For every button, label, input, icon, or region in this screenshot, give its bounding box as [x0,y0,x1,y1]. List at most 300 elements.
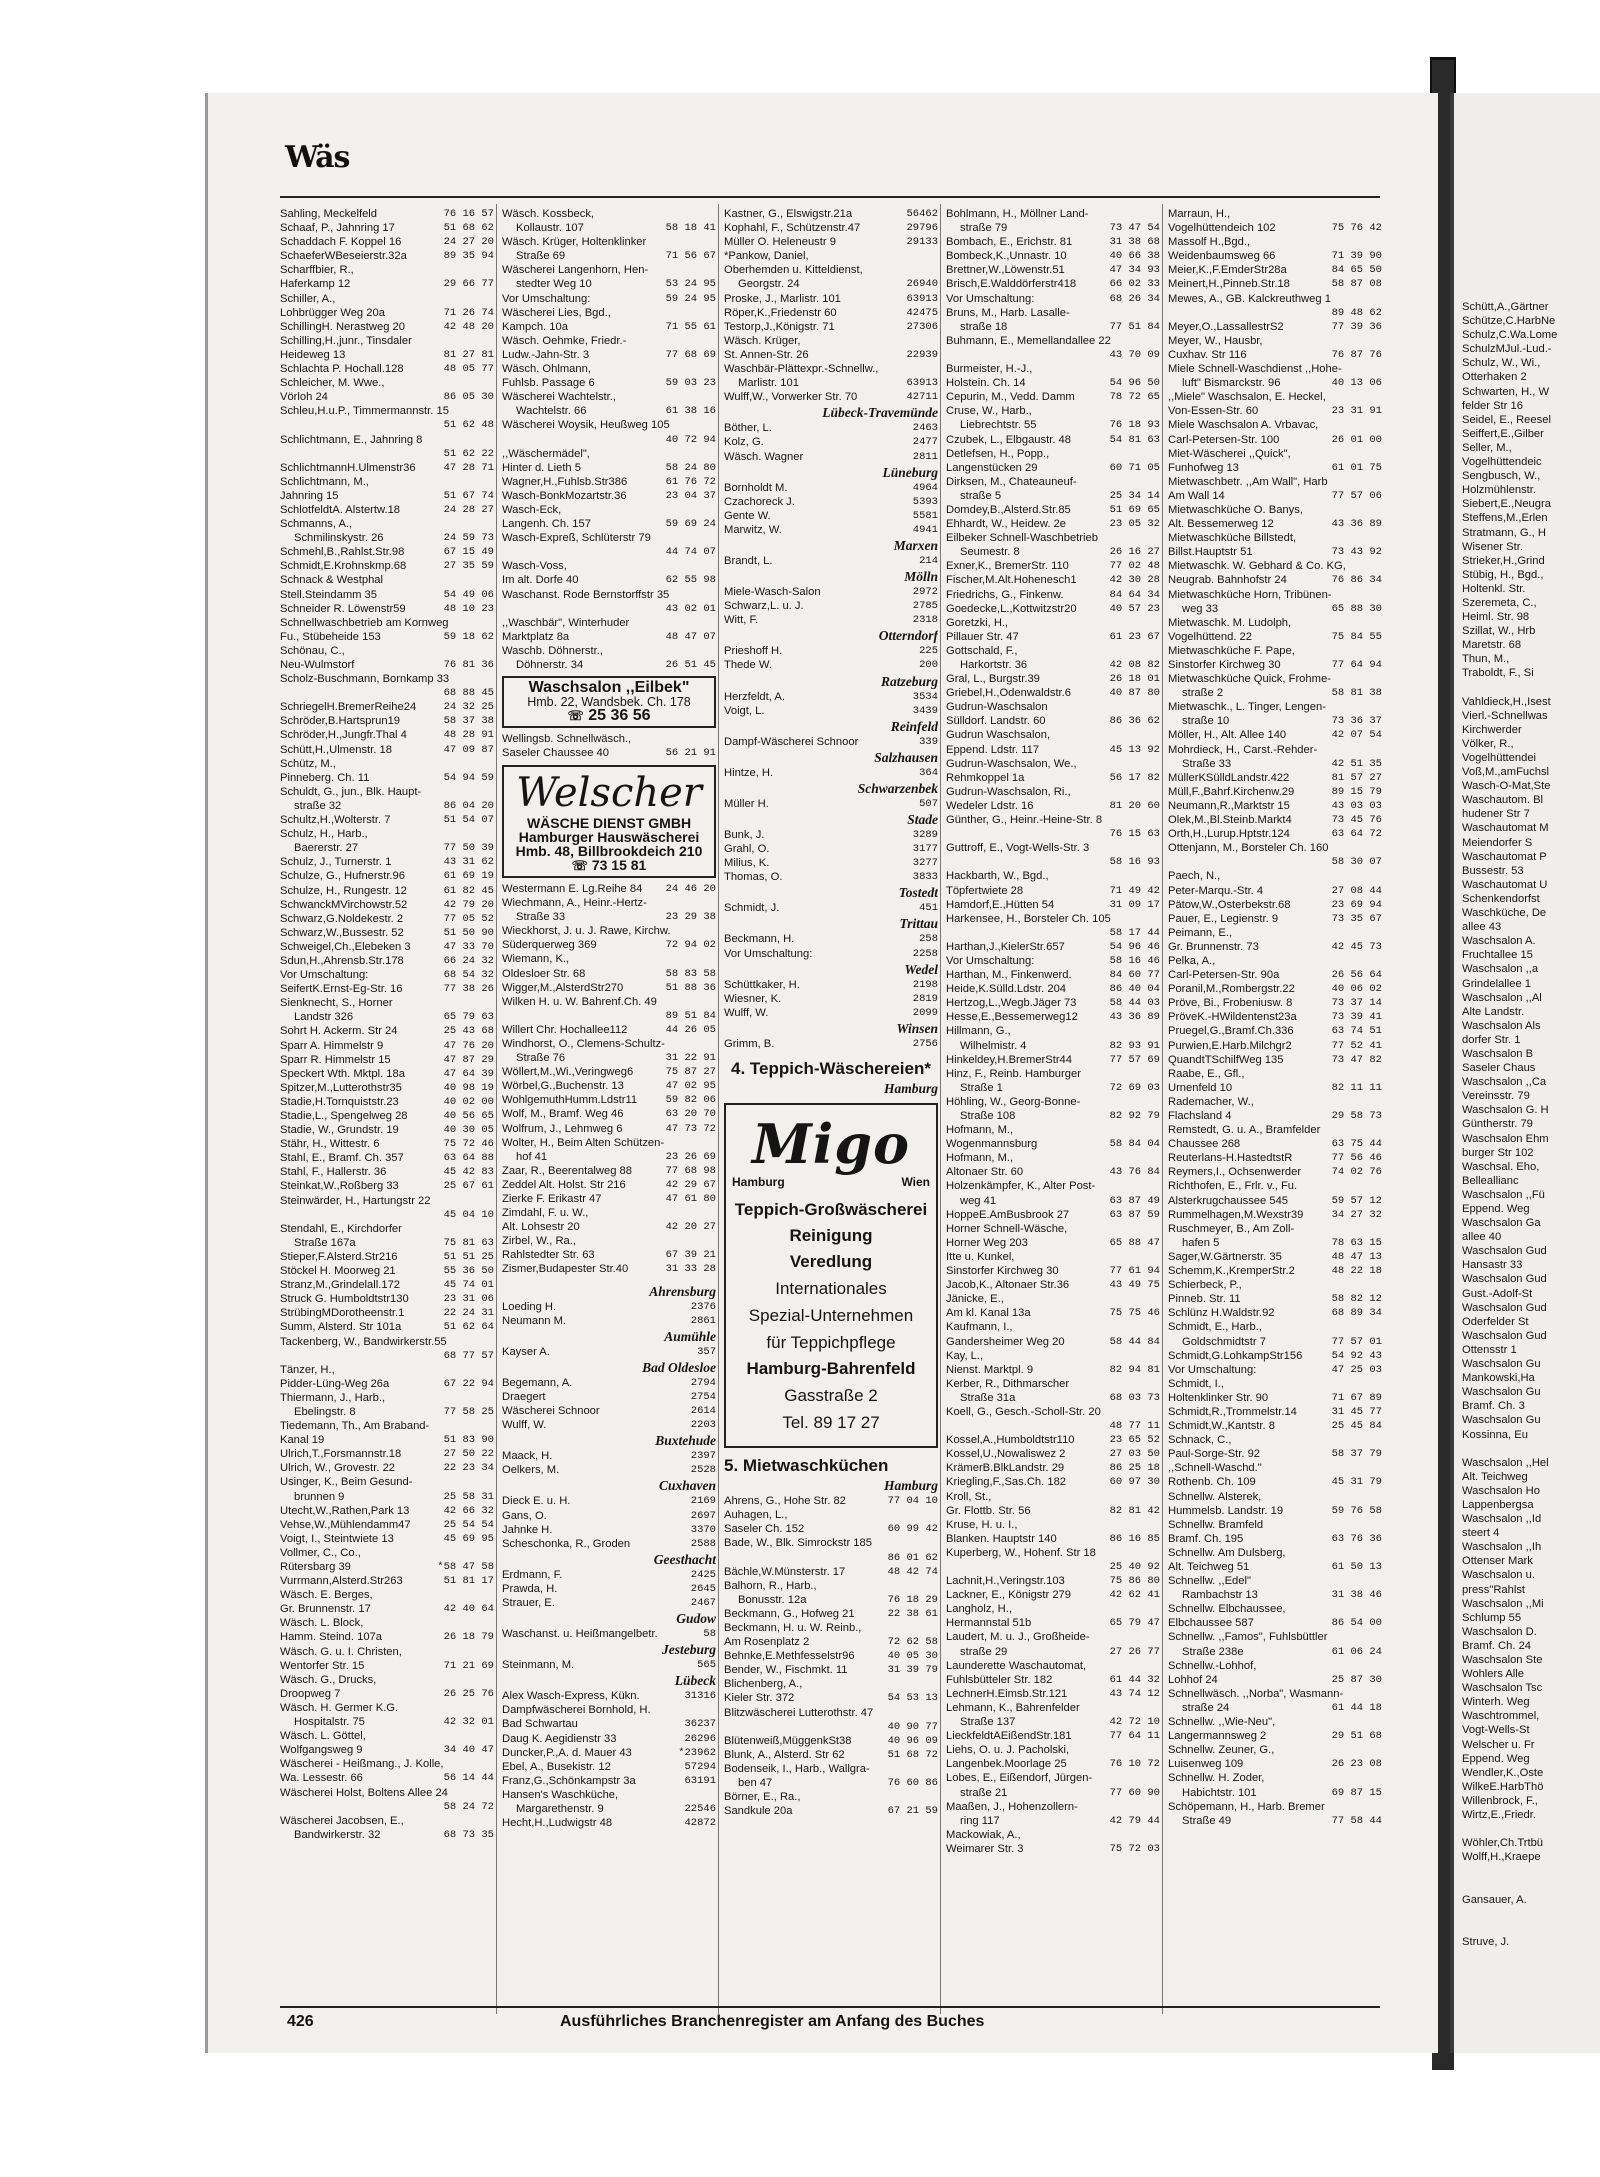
listing-name: Sparr A. Himmelstr 9 [280,1039,384,1052]
listing-entry [946,1475,1160,1489]
listing-entry [280,1335,494,1349]
listing-name: Meier,K.,F.EmderStr28a [1168,264,1287,277]
facing-page-entry: Waschsalon D. [1462,1625,1537,1638]
listing-name: Rummelhagen,M.Wexstr39 [1168,1208,1304,1221]
listing-phone [1379,743,1382,757]
listing-phone [1379,1630,1382,1644]
listing-name: Mietwaschk. M. Ludolph, [1168,616,1292,629]
listing-entry [502,573,716,587]
facing-page-entry: Siebert,E.,Neugra [1462,498,1551,511]
listing-phone [1379,1771,1382,1785]
listing-phone: 2463 [912,422,938,435]
listing-name: Dampf-Wäscherei Schnoor [724,735,859,748]
listing-name: Ehhardt, W., Heidew. 2e [946,518,1067,531]
listing-name: Meyer, W., Hausbr, [1168,334,1263,347]
listing-entry [280,912,494,926]
listing-entry [1168,1786,1382,1800]
listing-entry [280,559,494,573]
facing-page-entry: Mankowski,Ha [1462,1372,1535,1385]
listing-phone: 59 57 12 [1331,1194,1382,1207]
listing-name: Schwarz,L. u. J. [724,600,804,613]
listing-entry [280,306,494,320]
listing-name: Jahnke H. [502,1523,553,1536]
listing-phone: 2861 [690,1314,716,1327]
section-city: Wedel [904,961,938,977]
listing-name: Schnack & Westphal [280,574,384,587]
listing-phone [713,207,716,221]
listing-entry [724,932,938,946]
facing-page-entry: Otterhaken 2 [1462,371,1527,384]
listing-name: Mietwaschk. W. Gebhard & Co. KG, [1168,560,1346,573]
listing-phone: 2318 [912,614,938,627]
listing-entry [502,1314,716,1328]
listing-name: Thiermann, J., Harb., [280,1391,386,1404]
listing-entry [1168,1673,1382,1687]
listing-name: Bächle,W.Münsterstr. 17 [724,1565,846,1578]
listing-phone: 22 24 31 [443,1307,494,1320]
listing-name: Straße 33 [516,911,566,924]
listing-phone: 24 32 25 [443,701,494,714]
listing-entry [280,1123,494,1137]
listing-entry [502,1065,716,1079]
listing-phone [1157,1151,1160,1165]
listing-entry [280,644,494,658]
listing-phone: 57294 [684,1760,716,1773]
listing-entry [1168,728,1382,742]
listing-name: Laudert, M. u. J., Großheide- [946,1631,1090,1644]
listing-entry [280,531,494,545]
listing-entry [1168,827,1382,841]
listing-phone: 48 42 74 [887,1565,938,1578]
listing-name: Tiedemann, Th., Am Braband- [280,1420,430,1433]
listing-entry [280,489,494,503]
listing-phone: 63 76 36 [1331,1532,1382,1545]
listing-entry [280,630,494,644]
listing-name: Nienst. Marktpl. 9 [946,1363,1034,1376]
listing-name: Schöpemann, H., Harb. Bremer [1168,1800,1325,1813]
listing-entry [1168,912,1382,926]
listing-name: Kolz, G. [724,436,764,449]
listing-name: Straße 167a [294,1236,356,1249]
listing-name [502,1009,663,1023]
listing-entry [280,1757,494,1771]
listing-entry [502,263,716,277]
listing-name: Steinmann, M. [502,1659,575,1672]
listing-entry [1168,1349,1382,1363]
listing-phone: 25 40 92 [1109,1561,1160,1573]
listing-entry [946,1800,1160,1814]
listing-phone: 77 50 39 [443,842,494,855]
listing-name: Scholz-Buschmann, Bornkamp 33 [280,673,450,686]
listing-name: Schütz, M., [280,757,336,770]
listing-phone [713,924,716,938]
listing-name: Scharffbier, R., [280,264,354,277]
listing-name: Thede W. [724,659,772,672]
facing-page-entry: Waschsalon Gud [1462,1273,1547,1286]
listing-phone: 58 24 72 [443,1800,494,1813]
listing-name: Ebel, A., Busekistr. 12 [502,1760,611,1773]
listing-name: Saseler Ch. 152 [724,1523,805,1536]
listing-name: Kossel,A.,Humboldtstr110 [946,1434,1075,1447]
listing-name: Schierbeck, P., [1168,1279,1242,1292]
listing-entry [502,1582,716,1596]
listing-entry [1168,1814,1382,1828]
listing-phone: 67 21 59 [887,1805,938,1818]
listing-entry [1168,1292,1382,1306]
listing-entry [280,1222,494,1236]
listing-entry [724,235,938,249]
listing-name [946,855,1107,869]
listing-entry [1168,1137,1382,1151]
facing-page-entry: Alt. Teichweg [1462,1470,1528,1483]
listing-phone [1157,404,1160,418]
listing-entry [502,1760,716,1774]
listing-name: Wäsch. G., Drucks, [280,1673,377,1686]
listing-entry [280,1828,494,1842]
listing-name: Zeddel Alt. Holst. Str 216 [502,1178,626,1191]
facing-page-entry: Waschsalon ,,Fü [1462,1188,1545,1201]
listing-name: Droopweg 7 [280,1687,341,1700]
listing-phone: 73 45 76 [1331,814,1382,827]
facing-page-entry: Sengbusch, W., [1462,470,1541,483]
listing-phone: 339 [919,735,938,748]
listing-phone: 5393 [912,495,938,508]
listing-name: Carl-Petersen-Str. 90a [1168,969,1280,982]
listing-phone: 43 49 75 [1109,1279,1160,1292]
listing-phone [491,292,494,306]
listing-name: Exner,K., BremerStr. 110 [946,560,1069,573]
listing-entry [946,700,1160,714]
listing-phone: 40 13 06 [1331,377,1382,390]
listing-phone: 42 48 20 [443,320,494,333]
listing-phone [1379,1602,1382,1616]
listing-name: Bonusstr. 12a [738,1593,807,1606]
listing-name: Bruns, M., Harb. Lasalle- [946,306,1070,319]
listing-entry [502,1107,716,1121]
listing-name: Brandt, L. [724,554,773,567]
listing-entry [280,672,494,686]
facing-page-entry: Stratmann, G., H [1462,526,1546,539]
listing-name: Straße 69 [516,250,566,263]
listing-name: Begemann, A. [502,1376,573,1389]
listing-name: Schulz, J., Turnerstr. 1 [280,856,392,869]
listing-phone: 507 [919,797,938,810]
listing-entry [946,1687,1160,1701]
listing-entry [280,1264,494,1278]
listing-phone [1379,1179,1382,1193]
listing-entry [502,1689,716,1703]
section-city: Hamburg [883,1478,938,1494]
listing-name: Wäsch. H. Germer K.G. [280,1701,399,1714]
listing-name: Voigt, I., Steintwiete 13 [280,1532,394,1545]
facing-page-entry: WilkeE.HarbThö [1462,1780,1544,1793]
listing-phone: 89 48 62 [1331,306,1382,319]
listing-name: Westermann E. Lg.Reihe 84 [502,882,643,895]
listing-phone: 71 49 42 [1109,884,1160,897]
listing-entry [724,1706,938,1720]
listing-phone [1157,1123,1160,1137]
welscher-ad [502,765,716,878]
listing-name: Massolf H.,Bgd., [1168,236,1251,249]
listing-phone: 45 31 79 [1331,1476,1382,1489]
listing-name: Schnellw. Bramfeld [1168,1518,1264,1531]
listing-phone: 23 65 52 [1109,1434,1160,1447]
listing-name: Schmidt,R.,Trommelstr.14 [1168,1405,1297,1418]
listing-name: hafen 5 [1182,1236,1220,1249]
listing-entry [502,952,716,966]
listing-entry [946,799,1160,813]
listing-entry [1168,489,1382,503]
listing-entry [1168,475,1382,489]
listing-phone: 59 18 62 [443,630,494,643]
listing-phone: 61 01 75 [1331,461,1382,474]
listing-phone: 27 08 44 [1331,884,1382,897]
listing-name: Beckmann, H. u. W. Reinb., [724,1621,862,1634]
listing-entry [1168,1546,1382,1560]
listing-phone: 76 60 86 [887,1777,938,1789]
listing-name: Fuhlsb. Passage 6 [502,377,595,390]
listing-entry [946,1165,1160,1179]
listing-entry [724,1663,938,1677]
listing-name: Willert Chr. Hochallee112 [502,1023,628,1036]
footer-rule [280,2006,1380,2008]
listing-name [724,1720,885,1734]
listing-name: Wäsch. G. u. I. Christen, [280,1645,402,1658]
listing-entry [502,981,716,995]
listing-entry [502,1732,716,1746]
listing-entry [1168,602,1382,616]
listing-entry [724,221,938,235]
facing-page-entry [1462,1864,1600,1878]
listing-phone [1379,418,1382,432]
listing-name: Dirksen, M., Chateauneuf- [946,475,1077,488]
facing-page-entry: Waschsalon ,,Hel [1462,1456,1549,1469]
listing-phone [1157,912,1160,926]
listing-entry [1168,1208,1382,1222]
listing-name: straße 2 [1182,687,1224,700]
listing-entry [502,1122,716,1136]
listing-entry [1168,1574,1382,1588]
listing-phone: 43 31 62 [443,856,494,869]
listing-name: Lackner, E., Königstr 279 [946,1589,1072,1602]
facing-page-entry [1462,1442,1600,1456]
listing-entry [724,1536,938,1550]
listing-name [946,1560,1107,1574]
listing-entry [502,418,716,432]
listing-entry [946,1616,1160,1630]
listing-entry [724,421,938,435]
listing-name: Koell, G., Gesch.-Scholl-Str. 20 [946,1405,1101,1418]
facing-page-entry: Traboldt, F., Si [1462,667,1534,680]
listing-name: Rothenb. Ch. 109 [1168,1476,1256,1489]
listing-entry [502,1220,716,1234]
listing-entry [280,714,494,728]
listing-phone: 61 23 67 [1109,630,1160,643]
listing-name: Bombach, E., Erichstr. 81 [946,236,1073,249]
listing-name: Bornholdt M. [724,481,788,494]
listing-entry [946,1151,1160,1165]
listing-entry [1168,884,1382,898]
facing-page-entry: Waschsalon G. H [1462,1104,1549,1117]
listing-phone [935,1706,938,1720]
listing-name: Vehse,W.,Mühlendamm47 [280,1518,411,1531]
listing-phone: 58 44 84 [1109,1335,1160,1348]
listing-name: Peimann, E., [1168,926,1233,939]
listing-phone [713,235,716,249]
listing-name: ,,Waschbär", Winterhuder [502,616,630,629]
section-heading-mietwaschkuechen: 5. Mietwaschküchen [724,1456,889,1476]
listing-phone: 40 57 23 [1109,602,1160,615]
listing-name: Wäsch. Ohlmann, [502,363,591,376]
listing-entry [502,1009,716,1023]
listing-name: Summ, Alsterd. Str 101a [280,1321,402,1334]
facing-page-entry: felder Str 16 [1462,399,1523,412]
listing-phone: 2467 [690,1596,716,1609]
listing-name: Georgstr. 24 [738,278,800,291]
listing-name: Guttroff, E., Vogt-Wells-Str. 3 [946,842,1090,855]
listing-phone [713,334,716,348]
listing-name: Wolf, M., Bramf. Weg 46 [502,1108,624,1121]
listing-phone [1157,475,1160,489]
listing-name: Czubek, L., Elbgaustr. 48 [946,433,1072,446]
listing-entry [946,1842,1160,1856]
listing-name: Wasch-BonkMozartstr.36 [502,489,627,502]
listing-name: Holzenkämpfer, K., Alter Post- [946,1180,1096,1193]
listing-name: Waschbär-Plättexpr.-Schnellw., [724,363,879,376]
welscher-ad-line2: Hamburger Hauswäscherei [518,828,700,845]
listing-phone [491,1335,494,1349]
listing-entry [724,704,938,718]
facing-page-entry: allee 43 [1462,921,1502,934]
listing-name: SchlotfeldtA. Alstertw.18 [280,503,401,516]
listing-entry [502,1596,716,1610]
listing-name: Alsterkrugchaussee 545 [1168,1194,1289,1207]
listing-name: Miele Waschsalon A. Vrbavac, [1168,419,1319,432]
listing-entry [1168,1391,1382,1405]
listing-name: Wilhelmistr. 4 [960,1039,1027,1052]
listing-phone: 60 71 05 [1109,461,1160,474]
listing-entry [1168,1010,1382,1024]
listing-entry [724,1494,938,1508]
listing-entry [946,1208,1160,1222]
listing-entry [280,292,494,306]
listing-phone [935,1677,938,1691]
listing-name: Wieckhorst, J. u. J. Rawe, Kirchw. [502,925,671,938]
listing-entry [502,1746,716,1760]
listing-phone: 65 88 47 [1109,1236,1160,1249]
listing-entry [1168,447,1382,461]
listing-phone [1379,292,1382,306]
listing-phone: 22 23 34 [443,1462,494,1475]
listing-entry [946,1518,1160,1532]
listing-phone: 54 92 43 [1331,1349,1382,1362]
facing-page-entry: Vogelhüttendei [1462,752,1537,764]
listing-entry [502,1178,716,1192]
listing-entry [946,785,1160,799]
listing-name: Heideweg 13 [280,348,346,361]
listing-entry [502,1774,716,1788]
listing-phone [491,1588,494,1602]
listing-entry [280,207,494,221]
listing-phone: 75 75 46 [1109,1307,1160,1320]
listing-name: Schlünz H.Waldstr.92 [1168,1307,1275,1320]
facing-page-entry: Gansauer, A. [1462,1893,1527,1906]
listing-phone: 29796 [906,222,938,235]
listing-phone: 67 15 49 [443,546,494,559]
listing-phone: 4941 [912,523,938,536]
listing-entry [724,1691,938,1705]
listing-name: Blütenweiß,MüggenkSt38 [724,1734,852,1747]
listing-phone: 47 25 03 [1331,1363,1382,1376]
listing-name: Schnellw.-Lohhof, [1168,1659,1257,1672]
listing-phone: 77 64 94 [1331,659,1382,671]
listing-phone: 61 44 18 [1331,1701,1382,1714]
listing-entry [724,585,938,599]
listing-name: Milius, K. [724,857,770,870]
listing-name: Hintze, H. [724,766,774,779]
listing-entry [502,1390,716,1404]
listing-phone [1379,334,1382,348]
listing-name: Mewes, A., GB. Kalckreuthweg 1 [1168,292,1331,305]
listing-name: Rahlstedter Str. 63 [502,1249,595,1262]
listing-phone: 48 10 23 [443,602,494,615]
listing-entry [946,1010,1160,1024]
listing-phone: 51 81 17 [443,1575,494,1588]
listing-entry [502,1404,716,1418]
listing-phone [491,433,494,447]
listing-name: Kayser A. [502,1345,550,1358]
listing-phone [1379,1067,1382,1081]
listing-phone: 42 20 27 [665,1221,716,1234]
listing-entry [502,1136,716,1150]
listing-phone [491,1222,494,1236]
listing-name: Wäscherei - Heißmang., J. Kolle, [280,1758,444,1771]
listing-entry [280,1039,494,1053]
listing-name: Schulze, G., Hufnerstr.96 [280,870,405,883]
listing-name: Oldesloer Str. 68 [502,967,586,980]
listing-name: Wäsch. Oehmke, Friedr.- [502,334,627,347]
listing-name [946,348,1107,362]
listing-entry [946,841,1160,855]
listing-name: Alt. Teichweg 51 [1168,1561,1250,1573]
listing-phone: 27 35 59 [443,560,494,573]
facing-page-entry: Waschsalon Tsc [1462,1682,1543,1695]
listing-phone [1157,841,1160,855]
listing-entry [1168,207,1382,221]
listing-entry [946,404,1160,418]
listing-name: Schaaf, P., Jahnring 17 [280,222,395,235]
listing-phone: 51 62 64 [443,1321,494,1334]
listing-phone [1379,1659,1382,1673]
listing-phone: 58 24 80 [665,461,716,474]
listing-name: Schilling,H.,junr., Tinsdaler [280,334,412,347]
listing-entry [946,461,1160,475]
listing-entry [946,855,1160,869]
listing-phone: 26296 [684,1732,716,1745]
listing-name: Gottschald, F., [946,644,1018,657]
listing-entry [1168,1236,1382,1250]
migo-logo: Migo [751,1112,911,1177]
listing-phone: 54 96 46 [1109,940,1160,953]
listing-name: Horner Schnell-Wäsche, [946,1222,1068,1235]
listing-entry [1168,263,1382,277]
listing-entry [946,1194,1160,1208]
section-city: Trittau [899,916,938,932]
listing-name: Wiesner, K. [724,992,782,1005]
listing-phone: 72 94 02 [665,939,716,952]
listing-entry [502,306,716,320]
directory-column-2 [502,207,716,2007]
